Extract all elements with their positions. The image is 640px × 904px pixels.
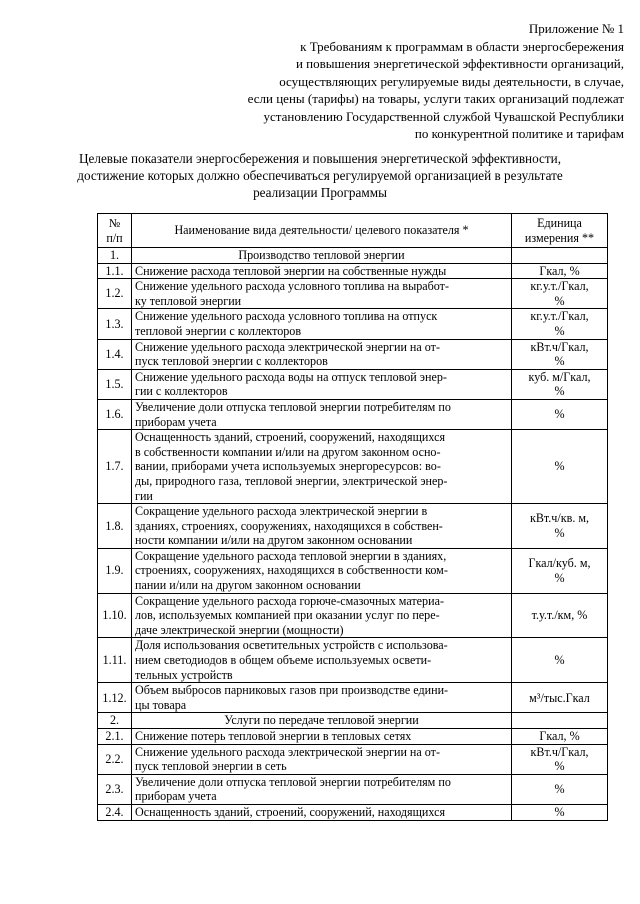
row-number: 1.11. [98,638,132,683]
unit-of-measure: Гкал, % [512,729,608,745]
row-number: 2. [98,713,132,729]
row-number: 1.4. [98,339,132,369]
table-row [98,369,608,399]
indicator-name: Оснащенность зданий, строений, сооружений, находящихся в собственности компании и/или на другом законном осно- вании, приборами учета используемых энергоресурсов: во- ды, природного газа, тепловой энергии, электрической энер- гии [132,430,512,504]
table-header-row [98,214,608,248]
section-title: Услуги по передаче тепловой энергии [132,713,512,729]
column-header-name: Наименование вида деятельности/ целевого показателя * [132,214,512,248]
unit-of-measure: % [512,430,608,504]
row-number: 2.4. [98,804,132,820]
title-line: достижение которых должно обеспечиваться регулируемой организацией в результате [77,168,563,183]
row-number: 1.3. [98,309,132,339]
unit-of-measure: куб. м/Гкал, % [512,369,608,399]
table-row [98,683,608,713]
indicator-name: Сокращение удельного расхода электрической энергии в зданиях, строениях, сооружениях, находящихся в собствен- ности компании и/или на другом законном основании [132,504,512,549]
row-number: 2.1. [98,729,132,745]
indicator-name: Снижение удельного расхода воды на отпуск тепловой энер- гии с коллекторов [132,369,512,399]
row-number: 1.6. [98,399,132,429]
table-row [98,774,608,804]
row-number: 1.10. [98,593,132,638]
table-row [98,729,608,745]
appendix-line: осуществляющих регулируемые виды деятельности, в случае, [279,73,624,89]
unit-of-measure: м³/тыс.Гкал [512,683,608,713]
table-row [98,593,608,638]
table-row [98,430,608,504]
table-row [98,504,608,549]
table-row [98,638,608,683]
row-number: 1.2. [98,279,132,309]
unit-of-measure: т.у.т./км, % [512,593,608,638]
indicator-name: Снижение потерь тепловой энергии в тепловых сетях [132,729,512,745]
indicator-name: Снижение расхода тепловой энергии на собственные нужды [132,263,512,279]
indicator-name: Увеличение доли отпуска тепловой энергии потребителям по приборам учета [132,399,512,429]
table-row [98,263,608,279]
row-number: 1.5. [98,369,132,399]
appendix-line: установлению Государственной службой Чувашской Республики [263,108,624,124]
document-title [60,150,580,201]
row-number: 1.1. [98,263,132,279]
appendix-line: Приложение № 1 [528,21,624,36]
unit-of-measure [512,248,608,264]
row-number: 1.9. [98,548,132,593]
title-line: реализации Программы [253,185,387,200]
section-row [98,248,608,264]
table-row [98,804,608,820]
column-header-number: № п/п [98,214,132,248]
unit-of-measure: кВт.ч/Гкал, % [512,339,608,369]
indicator-name: Снижение удельного расхода условного топлива на отпуск тепловой энергии с коллекторов [132,309,512,339]
title-line: Целевые показатели энергосбережения и повышения энергетической эффективности, [79,151,561,166]
indicator-name: Оснащенность зданий, строений, сооружений, находящихся [132,804,512,820]
unit-of-measure: Гкал/куб. м, % [512,548,608,593]
table-row [98,399,608,429]
section-title: Производство тепловой энергии [132,248,512,264]
unit-of-measure: Гкал, % [512,263,608,279]
appendix-line: если цены (тарифы) на товары, услуги таких организаций подлежат [247,91,624,106]
indicator-name: Сокращение удельного расхода горюче-смазочных материа- лов, используемых компанией при оказании услуг по пере- даче электрической энергии (мощности) [132,593,512,638]
unit-of-measure: кг.у.т./Гкал, % [512,279,608,309]
indicator-name: Объем выбросов парниковых газов при производстве едини- цы товара [132,683,512,713]
table-row [98,548,608,593]
unit-of-measure: % [512,804,608,820]
row-number: 1. [98,248,132,264]
unit-of-measure: % [512,399,608,429]
row-number: 2.3. [98,774,132,804]
indicator-name: Сокращение удельного расхода тепловой энергии в зданиях, строениях, сооружениях, находящихся в собственности ком- пании и/или на другом законном основании [132,548,512,593]
appendix-header [24,20,624,143]
unit-of-measure: % [512,638,608,683]
row-number: 1.7. [98,430,132,504]
row-number: 1.12. [98,683,132,713]
appendix-line: к Требованиям к программам в области энергосбережения [300,38,624,54]
indicator-name: Снижение удельного расхода электрической энергии на от- пуск тепловой энергии в сеть [132,744,512,774]
column-header-unit: Единица измерения ** [512,214,608,248]
table-row [98,744,608,774]
appendix-line: по конкурентной политике и тарифам [414,126,624,141]
indicator-name: Снижение удельного расхода электрической энергии на от- пуск тепловой энергии с коллекторов [132,339,512,369]
indicator-name: Доля использования осветительных устройств с использова- нием светодиодов в общем объеме используемых освети- тельных устройств [132,638,512,683]
indicator-name: Снижение удельного расхода условного топлива на выработ- ку тепловой энергии [132,279,512,309]
table-row [98,339,608,369]
unit-of-measure: кВт.ч/Гкал, % [512,744,608,774]
row-number: 2.2. [98,744,132,774]
unit-of-measure [512,713,608,729]
section-row [98,713,608,729]
indicator-name: Увеличение доли отпуска тепловой энергии потребителям по приборам учета [132,774,512,804]
unit-of-measure: кг.у.т./Гкал, % [512,309,608,339]
row-number: 1.8. [98,504,132,549]
appendix-line: и повышения энергетической эффективности организаций, [295,56,624,71]
unit-of-measure: кВт.ч/кв. м, % [512,504,608,549]
unit-of-measure: % [512,774,608,804]
table-row [98,309,608,339]
target-indicators-table [97,213,608,821]
table-row [98,279,608,309]
